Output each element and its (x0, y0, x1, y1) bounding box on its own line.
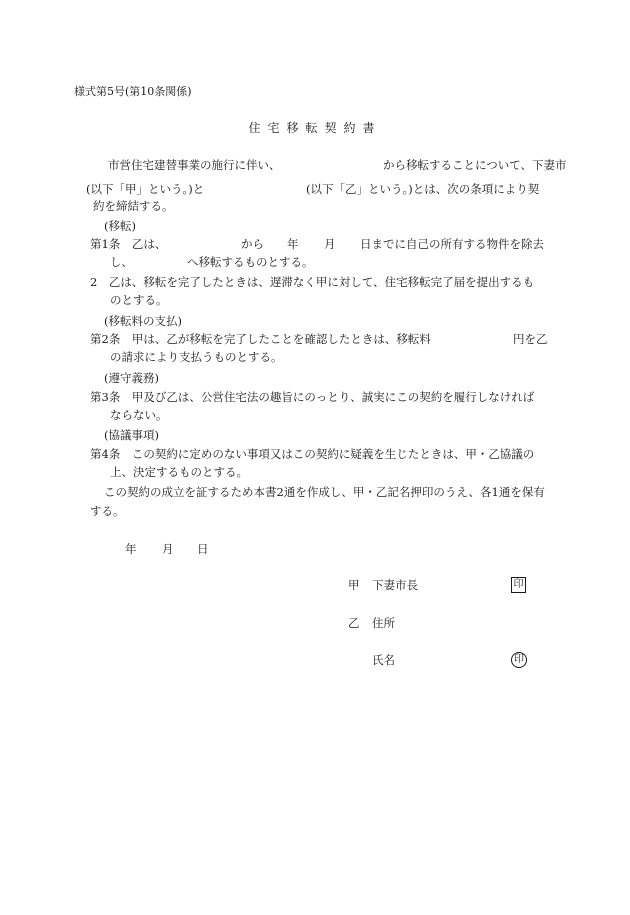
article4-line1: 第4条 この契約に定めのない事項又はこの契約に疑義を生じたときは、甲・乙協議の (90, 447, 535, 461)
preamble-line3: 約を締結する。 (93, 199, 174, 213)
preamble-line1-a: 市営住宅建替事業の施行に伴い、 (108, 158, 281, 172)
party-b-name-label: 氏名 (372, 653, 395, 667)
article1-para2-line1: 2 乙は、移転を完了したときは、遅滞なく甲に対して、住宅移転完了届を提出するも (90, 275, 535, 289)
article3-heading: (遵守義務) (104, 371, 159, 385)
article1-line1-c: 年 (287, 237, 299, 251)
article1-line1-b: から (241, 237, 264, 251)
article1-line2-b: へ移転するものとする。 (187, 255, 314, 269)
article1-line2-a: し、 (110, 255, 133, 269)
article1-line1-a: 第1条 乙は、 (90, 237, 167, 251)
party-a-name: 下妻市長 (372, 578, 418, 592)
date-year: 年 (125, 542, 137, 556)
article3-line2: ならない。 (110, 408, 168, 422)
closing-line1: この契約の成立を証するため本書2通を作成し、甲・乙記名押印のうえ、各1通を保有 (104, 485, 545, 499)
party-b-address-label: 住所 (372, 616, 395, 630)
article2-line1-a: 第2条 甲は、乙が移転を完了したことを確認したときは、移転料 (90, 332, 431, 346)
party-b-seal: 印 (511, 652, 527, 668)
party-b-label: 乙 (348, 616, 360, 630)
article2-heading: (移転料の支払) (104, 314, 182, 328)
article2-line2: の請求により支払うものとする。 (110, 350, 283, 364)
date-month: 月 (162, 542, 174, 556)
article4-line2: 上、決定するものとする。 (110, 465, 248, 479)
preamble-line1-b: から移転することについて、下妻市 (383, 158, 567, 172)
closing-line2: する。 (90, 504, 125, 518)
date-day: 日 (197, 542, 209, 556)
party-a-seal: 印 (511, 577, 526, 593)
party-a-label: 甲 (348, 578, 360, 592)
preamble-line2-b: (以下「乙」という。)とは、次の条項により契 (306, 182, 540, 196)
article3-line1: 第3条 甲及び乙は、公営住宅法の趣旨にのっとり、誠実にこの契約を履行しなければ (90, 390, 535, 404)
article1-line1-d: 月 (324, 237, 336, 251)
form-number: 様式第5号(第10条関係) (74, 85, 192, 98)
article1-line1-e: 日までに自己の所有する物件を除去 (360, 237, 544, 251)
article1-para2-line2: のとする。 (110, 293, 168, 307)
article4-heading: (協議事項) (104, 428, 159, 442)
article2-line1-b: 円を乙 (513, 332, 548, 346)
document-title: 住宅移転契約書 (248, 121, 382, 135)
preamble-line2-a: (以下「甲」という。)と (86, 182, 205, 196)
article1-heading: (移転) (104, 219, 136, 233)
